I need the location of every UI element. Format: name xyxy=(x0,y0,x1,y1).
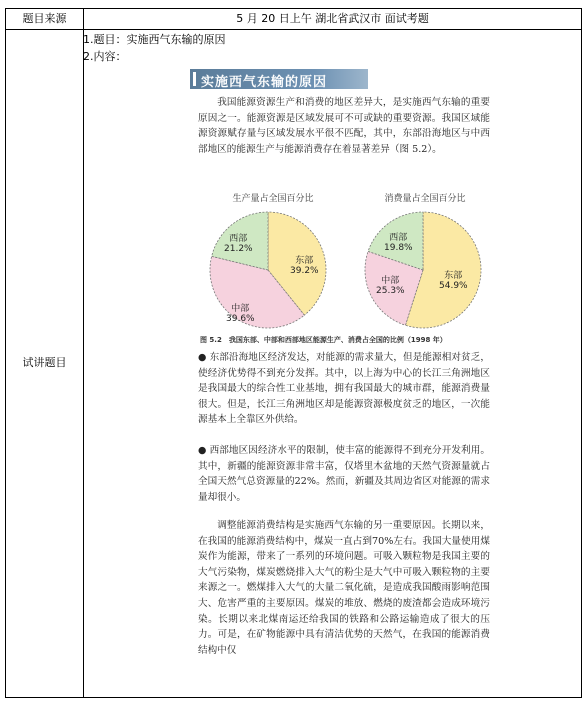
bullet-west: ● 西部地区因经济水平的限制，使丰富的能源得不到充分开发利用。其中，新疆的能源资源非常丰富，仅塔里木盆地的天然气资源量就占全国天然气总资源量的22%。然而，新疆及其周边省区对能源的需求量却很小。 xyxy=(198,445,490,503)
lecture-topic-label: 试讲题目 xyxy=(22,356,67,369)
source-label: 题目来源 xyxy=(22,12,67,25)
p-west-label: 西部 21.2% xyxy=(224,234,253,254)
p-central-label: 中部 39.6% xyxy=(226,304,255,324)
intro-paragraph: 我国能源资源生产和消费的地区差异大，是实施西气东输的重要原因之一。能源资源是区域发展可不可或缺的重要资源。我国区域能源资源赋存量与区域发展水平很不匹配，其中，东部沿海地区与中西部地区的能源生产与能源消费存在着显著差异（图 5.2）。 xyxy=(198,97,490,155)
textbook-excerpt xyxy=(190,63,490,688)
c-west-label: 西部 19.8% xyxy=(384,233,413,253)
chart-caption: 图 5.2 我国东部、中部和西部地区能源生产、消费占全国的比例（1998 年） xyxy=(200,336,447,344)
content-line: 2.内容： xyxy=(83,50,127,63)
title-stripe xyxy=(193,72,196,86)
p-east-label: 东部 39.2% xyxy=(290,256,319,276)
energy-structure-paragraph: 调整能源消费结构是实施西气东输的另一重要原因。长期以来，在我国的能源消费结构中，煤炭一直占到70%左右。我国大量使用煤炭作为能源，带来了一系列的环境问题。可吸入颗粒物是我国主要的大气污染物，煤炭燃烧排入大气的粉尘是大气中可吸入颗粒物的主要来源之一。燃煤排入大气的大量二氧化硫，是造成我国酸雨影响范围大、危害严重的主要原因。煤炭的堆放、燃烧的废渣都会造成环境污染。长期以来北煤南运还给我国的铁路和公路运输造成了很大的压力。可是，在矿物能源中具有清洁优势的天然气，在我国的能源消费结构中仅 xyxy=(198,520,490,656)
section-title-bar xyxy=(190,69,368,89)
table-header-row xyxy=(6,9,581,30)
consumption-chart-title: 消费量占全国百分比 xyxy=(384,194,466,204)
source-value: 5 月 20 日上午 湖北省武汉市 面试考题 xyxy=(236,12,429,25)
section-title: 实施西气东输的原因 xyxy=(201,75,328,90)
bullet-east: ● 东部沿海地区经济发达，对能源的需求量大，但是能源相对贫乏，使经济优势得不到充分发挥。其中，以上海为中心的长江三角洲地区是我国最大的综合性工业基地，拥有我国最大的城市群，能源消费量很大。但是，长江三角洲地区却是能源资源极度贫乏的地区，一次能源基本上全靠区外供给。 xyxy=(198,352,490,426)
production-chart-title: 生产量占全国百分比 xyxy=(232,194,314,204)
c-east-label: 东部 54.9% xyxy=(439,271,468,291)
topic-line: 1.题目：实施西气东输的原因 xyxy=(83,33,226,46)
c-central-label: 中部 25.3% xyxy=(376,276,405,296)
column-divider xyxy=(83,9,84,697)
